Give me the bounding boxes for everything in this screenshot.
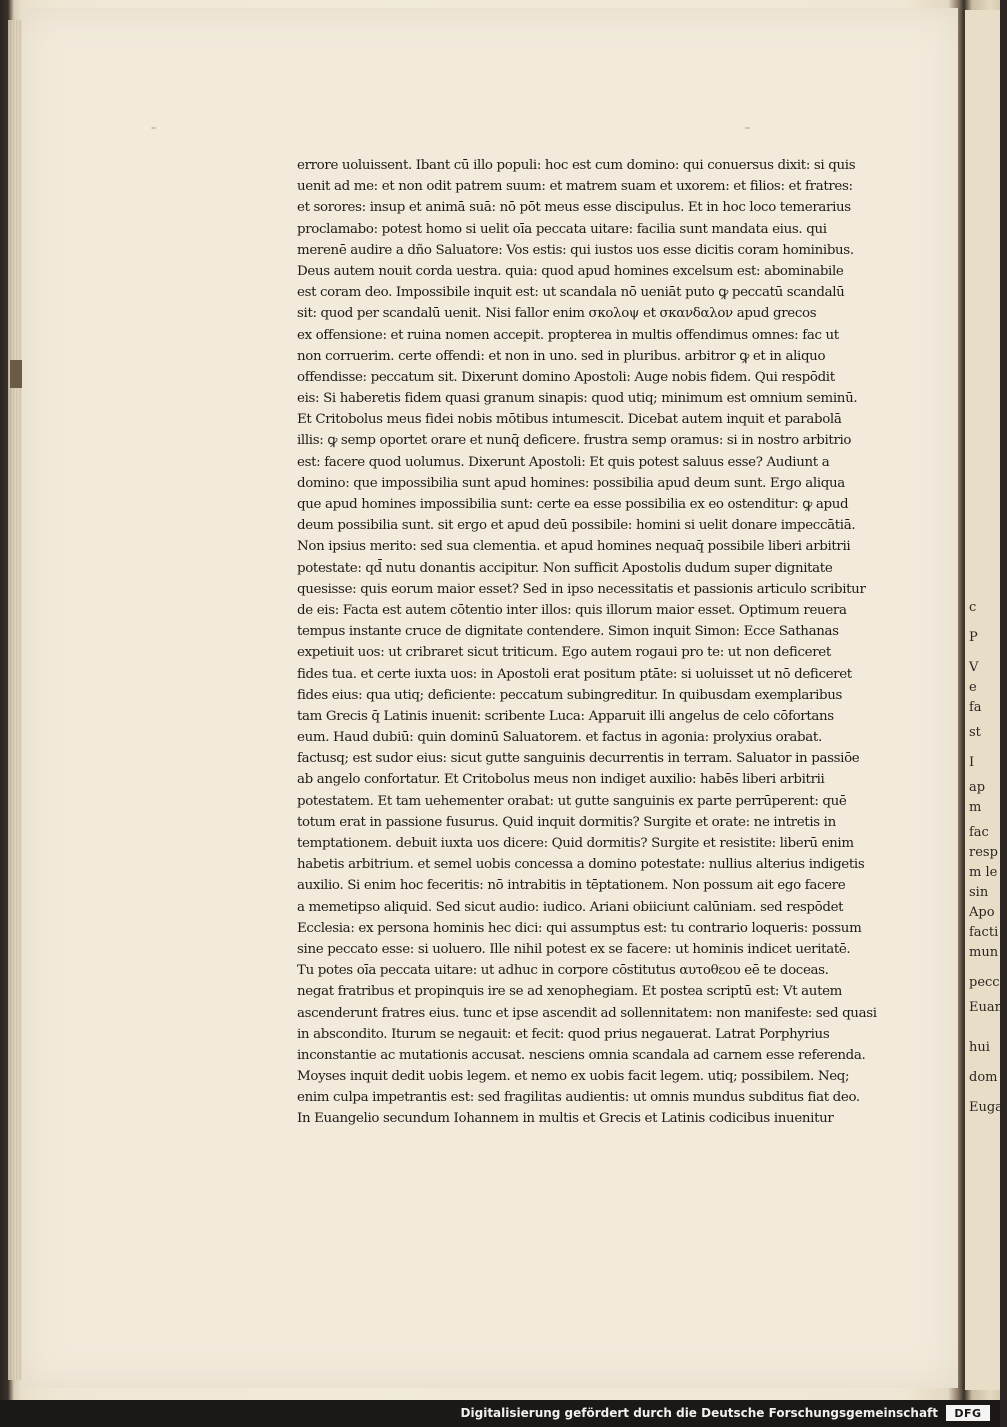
facing-page-fragment: ap [969, 780, 986, 795]
binding-clip [10, 360, 22, 388]
text-line: Et Critobolus meus fidei nobis mōtibus intumescit. Dicebat autem inquit et parabolā [297, 412, 842, 428]
facing-page-fragment: mun [969, 945, 999, 960]
facing-page-fragment: st [969, 725, 981, 740]
text-line: quesisse: quis eorum maior esset? Sed in ipso necessitatis et passionis articulo scribitur [297, 581, 866, 597]
page-body-text [297, 155, 883, 1130]
text-line: errore uoluissent. Ibant cū illo populi: hoc est cum domino: qui conuersus dixit: si quis [297, 158, 856, 173]
text-line: fides eius: qua utiq; deficiente: peccatum subingreditur. In quibusdam exemplaribus [297, 687, 843, 703]
facing-page-fragment: fac [969, 825, 989, 840]
text-line: potestatem. Et tam uehementer orabat: ut gutte sanguinis ex parte perrūperent: quē [297, 793, 847, 809]
text-line: eum. Haud dubiū: quin dominū Saluatorem. et factus in agonia: prolyxius orabat. [297, 730, 822, 746]
facing-page-fragment: resp [969, 845, 998, 860]
text-line: habetis arbitrium. et semel uobis concessa a domino potestate: nullius alterius indigetis [297, 857, 865, 873]
text-line: ascenderunt fratres eius. tunc et ipse ascendit ad sollennitatem: non manifeste: sed quasi [297, 1005, 877, 1021]
text-line: uenit ad me: et non odit patrem suum: et matrem suam et uxorem: et filios: et fratres: [297, 179, 853, 195]
facing-page-fragment: facti [969, 925, 999, 940]
text-line: sine peccato esse: si uoluero. Ille nihil potest ex se facere: ut hominis indicet ueritatē. [297, 941, 851, 957]
text-line: fides tua. et certe iuxta uos: in Apostoli erat positum ptāte: si uoluisset ut nō deficeret [297, 666, 852, 682]
facing-page-fragment: P [969, 630, 978, 645]
facing-page-fragment: sin [969, 885, 989, 900]
funding-credit: Digitalisierung gefördert durch die Deutsche Forschungsgemeinschaft [460, 1406, 938, 1420]
facing-page-fragment: V [969, 660, 979, 675]
text-line: negat fratribus et propinquis ire se ad xenophegiam. Et postea scriptū est: Vt autem [297, 984, 843, 1000]
text-line: ab angelo confortatur. Et Critobolus meus non indiget auxilio: habēs liberi arbitrii [297, 772, 825, 788]
text-line: merenē audire a dño Saluatore: Vos estis: qui iustos uos esse dicitis coram hominibus. [297, 242, 854, 258]
text-line: eis: Si haberetis fidem quasi granum sinapis: quod utiq; minimum est omnium seminū. [297, 391, 858, 407]
right-page-edge [965, 10, 1007, 1390]
facing-page-fragment: e [969, 680, 977, 695]
facing-page-fragment: I [969, 755, 975, 770]
text-line: Moyses inquit dedit uobis legem. et nemo ex uobis facit legem. utiq; possibilem. Neq; [297, 1069, 850, 1085]
text-line: Deus autem nouit corda uestra. quia: quod apud homines excelsum est: abominabile [297, 263, 844, 279]
facing-page-fragment: hui [969, 1040, 990, 1055]
text-line: auxilio. Si enim hoc feceritis: nō intrabitis in tēptationem. Non possum ait ego facere [297, 878, 846, 894]
text-line: factusq; est sudor eius: sicut gutte sanguinis decurrentis in terram. Saluator in passiōe [297, 751, 860, 767]
text-line: a memetipso aliquid. Sed sicut audio: iudico. Ariani obiiciunt calūniam. sed respōdet [297, 899, 844, 915]
facing-page-fragment: dom [969, 1070, 998, 1085]
dfg-logo: DFG [946, 1405, 990, 1421]
text-line: de eis: Facta est autem cōtentio inter illos: quis illorum maior esset. Optimum reuera [297, 602, 847, 618]
text-line: sit: quod per scandalū uenit. Nisi fallor enim σκολοψ et σκανδαλον apud grecos [297, 306, 817, 322]
margin-mark: ˉ [150, 126, 157, 142]
facing-page-fragment: Euan [969, 1000, 1003, 1015]
text-line: illis: ꝙ semp oportet orare et nunq̄ deficere. frustra semp oramus: si in nostro arbitrio [297, 433, 852, 449]
text-line: deum possibilia sunt. sit ergo et apud deū possibile: homini si uelit donare impeccātiā. [297, 518, 856, 534]
text-line: et sorores: insup et animā suā: nō pōt meus esse discipulus. Et in hoc loco temerarius [297, 200, 851, 216]
text-line: domino: que impossibilia sunt apud homines: possibilia apud deum sunt. Ergo aliqua [297, 475, 845, 491]
text-line: offendisse: peccatum sit. Dixerunt domino Apostoli: Auge nobis fidem. Qui respōdit [297, 369, 835, 385]
text-line: Non ipsius merito: sed sua clementia. et apud homines nequaq̄ possibile liberi arbitrii [297, 539, 851, 555]
text-line: temptationem. debuit iuxta uos dicere: Quid dormitis? Surgite et resistite: liberū enim [297, 836, 854, 851]
text-line: tempus instante cruce de dignitate contendere. Simon inquit Simon: Ecce Sathanas [297, 624, 839, 640]
text-line: Ecclesia: ex persona hominis hec dici: qui assumptus est: tu contrario loqueris: possum [297, 920, 862, 936]
text-line: non corruerim. certe offendi: et non in uno. sed in pluribus. arbitror ꝙ et in aliquo [297, 348, 826, 364]
page-edges [8, 20, 22, 1380]
text-line: est coram deo. Impossibile inquit est: ut scandala nō ueniāt puto ꝙ peccatū scandalū [297, 285, 845, 301]
facing-page-fragment: fa [969, 700, 982, 715]
text-line: inconstantie ac mutationis accusat. nesciens omnia scandala ad carnem esse referenda. [297, 1047, 866, 1063]
facing-page-fragment: Apo [969, 905, 995, 920]
text-line: potestate: qd̄ nutu donantis accipitur. Non sufficit Apostolis dudum super dignitate [297, 560, 833, 576]
text-line: tam Grecis q̄ Latinis inuenit: scribente Luca: Apparuit illi angelus de celo cōfortans [297, 708, 834, 724]
facing-page-fragment: c [969, 600, 977, 615]
text-line: Tu potes oīa peccata uitare: ut adhuc in corpore cōstitutus αυτοθεου eē te doceas. [297, 963, 829, 979]
facing-page-fragment: pecca [969, 975, 1007, 990]
text-line: proclamabo: potest homo si uelit oīa peccata uitare: facilia sunt mandata eius. qui [297, 221, 827, 237]
margin-mark: ˉ [744, 126, 751, 142]
text-line: enim culpa impetrantis est: sed fragilitas audientis: ut omnis mundus subditus fiat deo. [297, 1090, 860, 1106]
text-line: in abscondito. Iturum se negauit: et fecit: quod prius negauerat. Latrat Porphyrius [297, 1026, 830, 1042]
facing-page-fragment: m [969, 800, 982, 815]
facing-page-fragment: Euga [969, 1100, 1003, 1115]
text-line: est: facere quod uolumus. Dixerunt Apostoli: Et quis potest saluus esse? Audiunt a [297, 454, 830, 470]
text-line: In Euangelio secundum Iohannem in multis et Grecis et Latinis codicibus inuenitur [297, 1111, 834, 1127]
text-line: totum erat in passione fusurus. Quid inquit dormitis? Surgite et orate: ne intretis in [297, 814, 836, 830]
footer-bar [0, 1400, 1000, 1427]
text-line: que apud homines impossibilia sunt: certe ea esse possibilia ex eo ostenditur: ꝙ apud [297, 497, 849, 512]
text-line: ex offensione: et ruina nomen accepit. propterea in multis offendimus omnes: fac ut [297, 327, 839, 343]
text-line: expetiuit uos: ut cribraret sicut triticum. Ego autem rogaui pro te: ut non deficeret [297, 645, 831, 661]
facing-page-fragment: m le [969, 865, 998, 880]
